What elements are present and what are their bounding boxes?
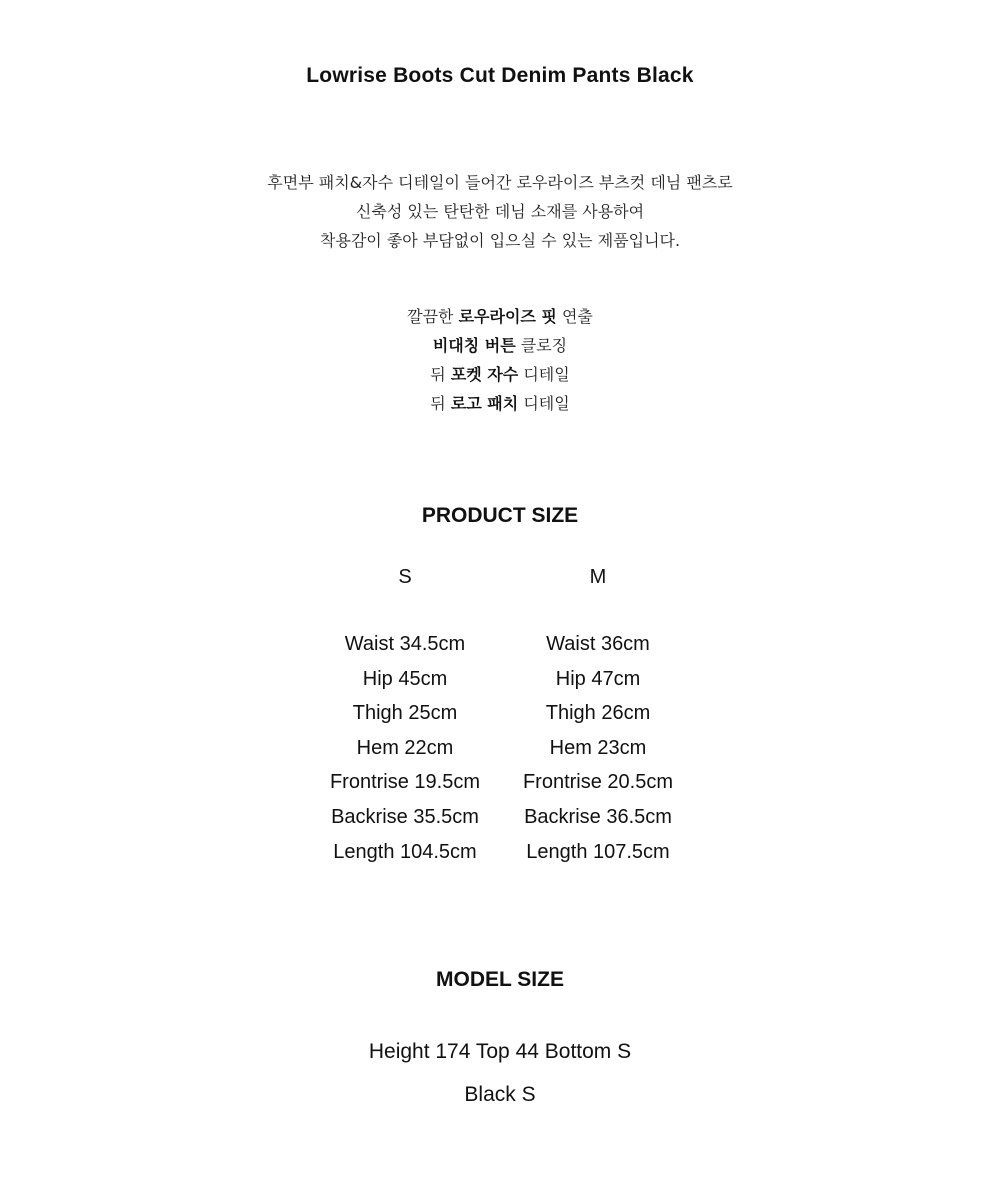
measurement-length: Length 107.5cm: [526, 840, 670, 863]
product-title: Lowrise Boots Cut Denim Pants Black: [306, 64, 694, 87]
feature-text: 연출: [556, 307, 593, 326]
feature-text: 뒤: [430, 394, 451, 413]
measurement-backrise: Backrise 36.5cm: [524, 805, 672, 828]
size-column-s: [305, 562, 505, 869]
description-line: 신축성 있는 탄탄한 데님 소재를 사용하여: [355, 202, 645, 221]
measurement-hip: Hip 45cm: [362, 667, 448, 690]
size-column-m: [498, 562, 698, 869]
model-worn-size: Black S: [464, 1083, 536, 1106]
feature-highlight: 포켓 자수: [450, 365, 519, 384]
measurement-thigh: Thigh 26cm: [545, 702, 651, 725]
measurement-hem: Hem 23cm: [549, 736, 647, 759]
feature-text: 디테일: [518, 394, 570, 413]
measurement-frontrise: Frontrise 20.5cm: [522, 771, 674, 794]
description-line: 후면부 패치&자수 디테일이 들어간 로우라이즈 부츠컷 데님 팬츠로: [267, 173, 733, 192]
feature-item: [0, 389, 1000, 418]
size-label: M: [589, 566, 607, 588]
feature-highlight: 로고 패치: [450, 394, 519, 413]
feature-item: [0, 360, 1000, 389]
measurement-length: Length 104.5cm: [333, 840, 477, 863]
description-line: 착용감이 좋아 부담없이 입으실 수 있는 제품입니다.: [319, 231, 681, 250]
model-size-info: [0, 1030, 1000, 1116]
measurement-hip: Hip 47cm: [555, 667, 641, 690]
measurement-waist: Waist 36cm: [546, 633, 650, 655]
size-label: S: [398, 566, 412, 588]
model-measurements: Height 174 Top 44 Bottom S: [368, 1040, 632, 1063]
feature-text: 디테일: [518, 365, 570, 384]
feature-text: 클로징: [515, 336, 568, 355]
measurement-hem: Hem 22cm: [356, 736, 454, 759]
feature-highlight: 비대칭 버튼: [432, 336, 516, 355]
model-size-heading: MODEL SIZE: [436, 968, 564, 991]
measurement-backrise: Backrise 35.5cm: [331, 805, 479, 828]
measurement-frontrise: Frontrise 19.5cm: [329, 771, 481, 794]
measurement-waist: Waist 34.5cm: [344, 633, 466, 655]
feature-text: 깔끔한: [407, 307, 459, 326]
feature-list: [0, 302, 1000, 418]
feature-item: [0, 331, 1000, 360]
product-size-heading: PRODUCT SIZE: [421, 504, 579, 527]
product-description: [0, 168, 1000, 255]
feature-text: 뒤: [430, 365, 451, 384]
feature-highlight: 로우라이즈 핏: [458, 307, 557, 326]
measurement-thigh: Thigh 25cm: [352, 702, 458, 725]
feature-item: [0, 302, 1000, 331]
